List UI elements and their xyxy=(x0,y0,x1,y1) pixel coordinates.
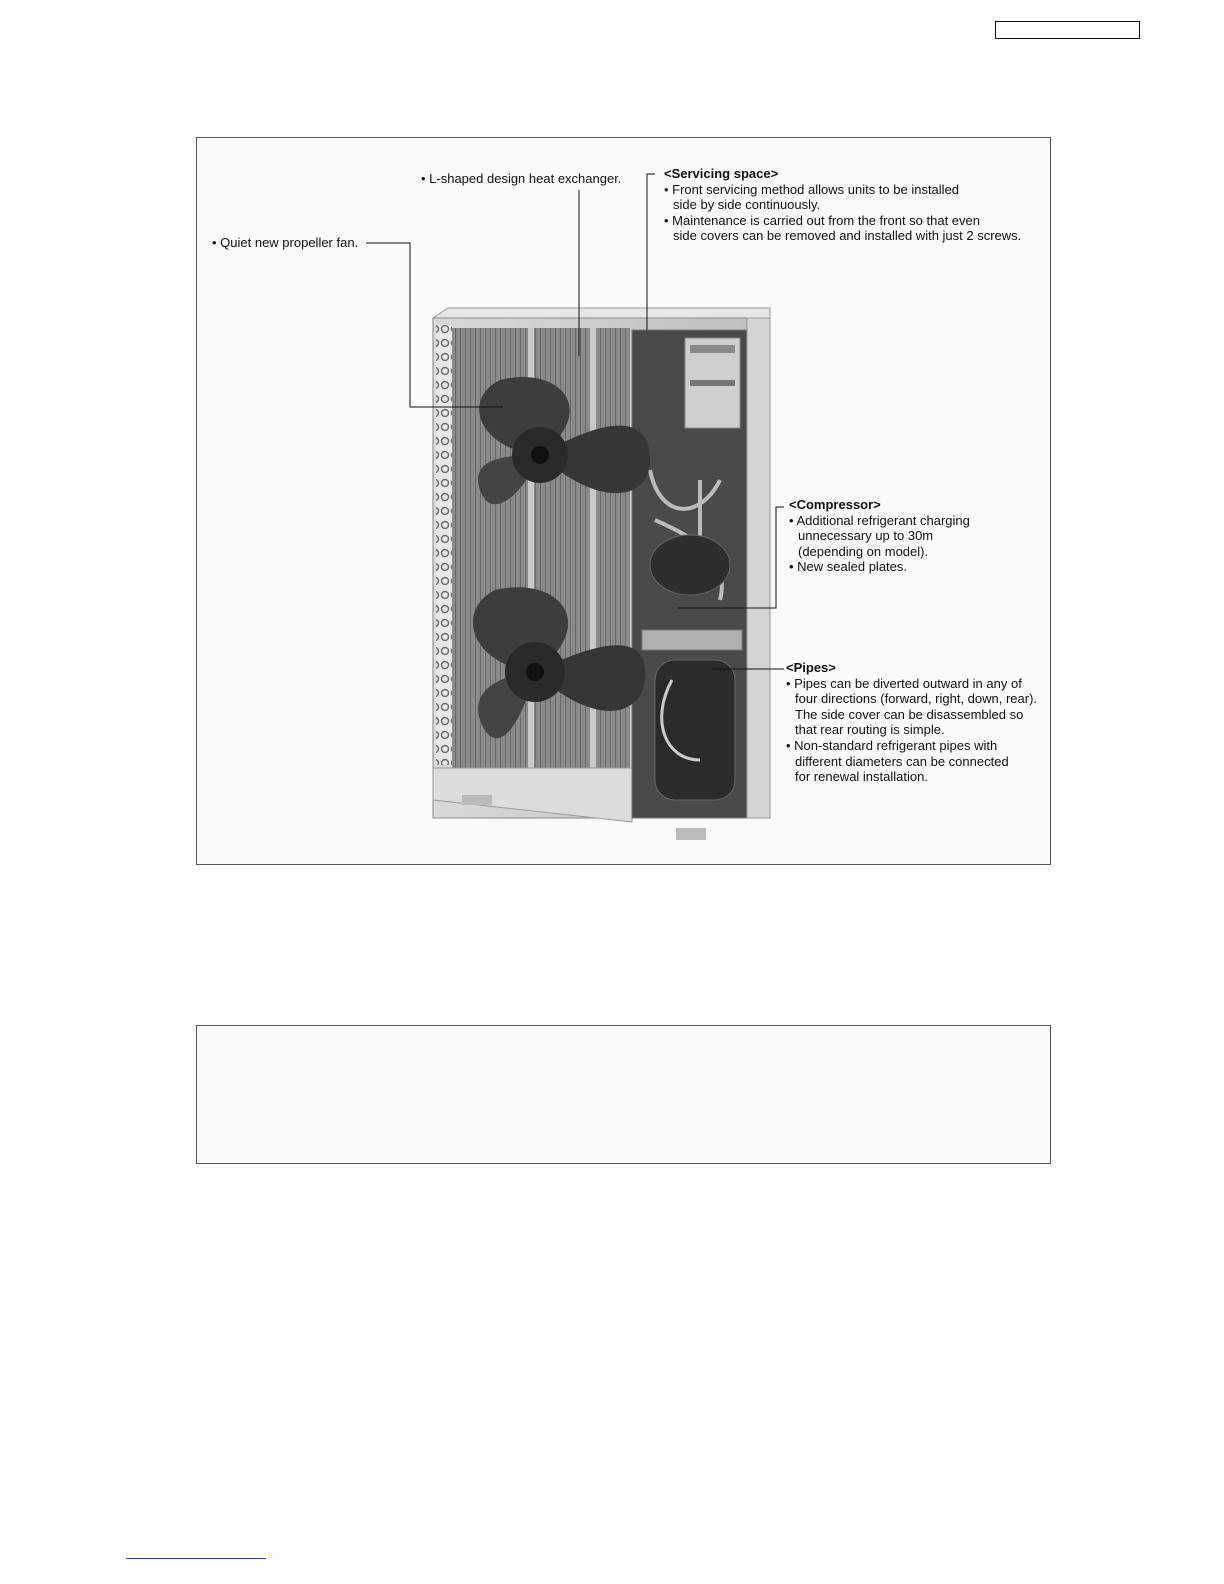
compressor-heading: <Compressor> xyxy=(789,497,881,512)
foot-left xyxy=(462,795,492,805)
service-plate xyxy=(642,630,742,650)
footer-link-underline xyxy=(126,1558,266,1559)
foot-right xyxy=(676,828,706,840)
compressor xyxy=(655,660,735,800)
heat-exchanger-callout: • L-shaped design heat exchanger. xyxy=(421,171,622,186)
compressor-callout: <Compressor> • Additional refrigerant charging unnecessary up to 30m (depending on model). • New sealed plates. xyxy=(789,497,970,575)
pipes-callout: <Pipes> • Pipes can be diverted outward in any of four directions (forward, right, down, rear). The side cover can be disassembled so that rear routing is simple. • Non-standard refrigerant pipes with different diameters can be connected for renewal installation. xyxy=(786,660,1038,785)
coil-edge xyxy=(436,325,452,765)
outdoor-unit xyxy=(433,308,770,840)
fan-figure-panel xyxy=(196,1025,1051,1164)
fan-callout: • Quiet new propeller fan. xyxy=(212,235,359,250)
pipes-heading: <Pipes> xyxy=(786,660,836,675)
servicing-space-callout: <Servicing space> • Front servicing method allows units to be installed side by side continuously. • Maintenance is carried out from the front so that even side covers can be removed and installed with just 2 screws. xyxy=(664,166,1022,244)
servicing-heading: <Servicing space> xyxy=(664,166,779,181)
